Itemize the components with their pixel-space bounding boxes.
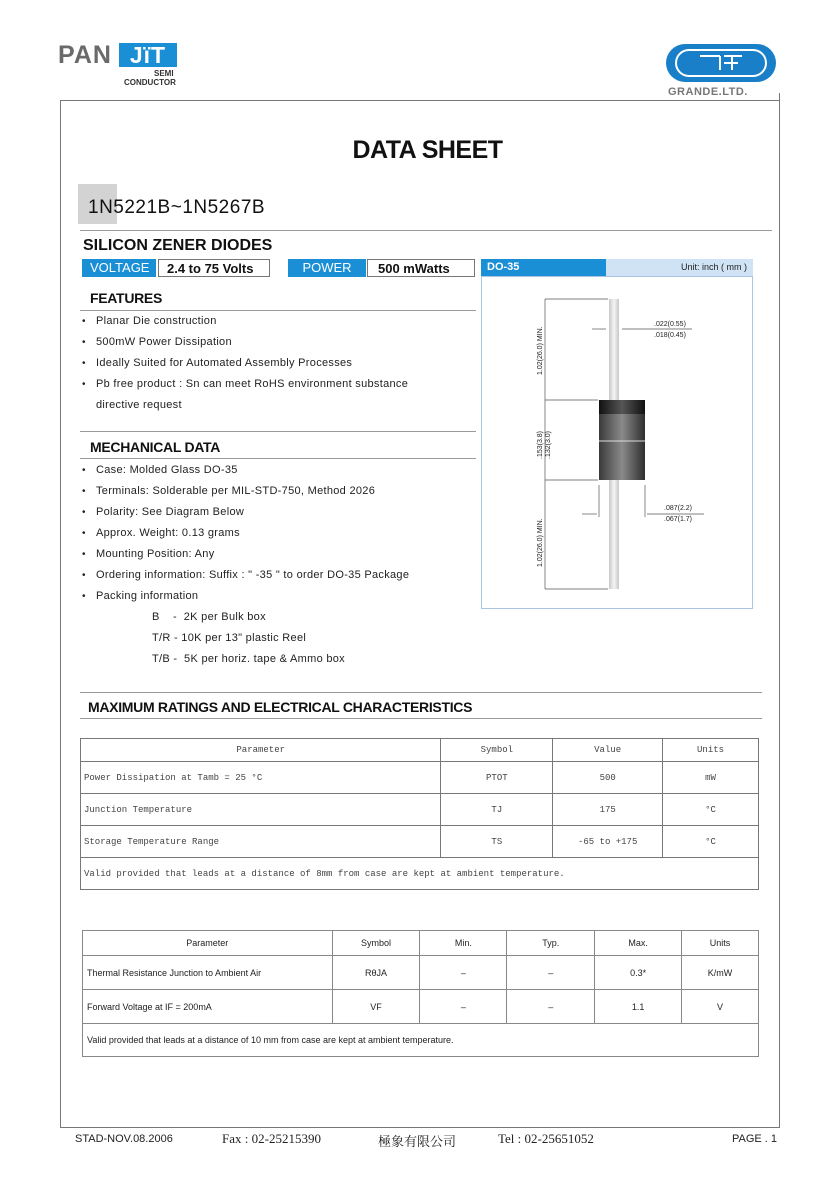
- table-note: Valid provided that leads at a distance of 8mm from case are kept at ambient temperature.: [81, 858, 759, 890]
- table-header: Symbol: [441, 739, 553, 762]
- voltage-value: 2.4 to 75 Volts: [158, 259, 270, 277]
- packing-item: T/R - 10K per 13" plastic Reel: [152, 632, 307, 644]
- mechanical-item: • Ordering information: Suffix : " -35 " to order DO-35 Package: [82, 565, 482, 586]
- features-title: FEATURES: [90, 290, 163, 306]
- divider: [80, 458, 476, 459]
- svg-text:.132(3.0): .132(3.0): [545, 430, 552, 459]
- table-cell: TJ: [441, 794, 553, 826]
- feature-item: • 500mW Power Dissipation: [82, 332, 482, 353]
- grande-name: GRANDE.LTD.: [668, 86, 748, 98]
- mechanical-list: [82, 460, 482, 607]
- table-header: Units: [663, 739, 759, 762]
- svg-text:.067(1.7): .067(1.7): [664, 516, 693, 523]
- table-cell: RθJA: [332, 956, 420, 990]
- divider: [80, 692, 762, 693]
- table-row: [81, 762, 759, 794]
- table-header: Typ.: [507, 931, 595, 956]
- page-title: DATA SHEET: [352, 136, 503, 164]
- svg-text:.153(3.8): .153(3.8): [537, 430, 544, 459]
- table-cell: 1.1: [595, 990, 682, 1024]
- svg-text:.087(2.2): .087(2.2): [664, 505, 693, 512]
- mechanical-item: • Mounting Position: Any: [82, 544, 482, 565]
- table-cell: K/mW: [682, 956, 759, 990]
- unit-label: Unit: inch ( mm ): [680, 262, 747, 272]
- packing-item: T/B - 5K per horiz. tape & Ammo box: [152, 653, 345, 665]
- table-header: Value: [553, 739, 663, 762]
- table-row: [81, 794, 759, 826]
- doc-code: STAD-NOV.08.2006: [75, 1133, 173, 1145]
- page-number: PAGE . 1: [732, 1133, 778, 1145]
- table-header: Max.: [595, 931, 682, 956]
- grande-logo: [662, 44, 782, 100]
- divider: [80, 230, 772, 231]
- feature-item: • Planar Die construction: [82, 311, 482, 332]
- divider: [80, 718, 762, 719]
- table-cell: –: [507, 956, 595, 990]
- table-row: [83, 990, 759, 1024]
- table-cell: Power Dissipation at Tamb = 25 °C: [81, 762, 441, 794]
- table-cell: -65 to +175: [553, 826, 663, 858]
- mechanical-title: MECHANICAL DATA: [90, 439, 221, 455]
- table-cell: V: [682, 990, 759, 1024]
- table-cell: –: [420, 990, 507, 1024]
- logo-jit-text: JïT: [119, 43, 177, 67]
- table-row: [83, 956, 759, 990]
- tel-number: Tel : 02-25651052: [498, 1131, 594, 1146]
- features-list: [82, 311, 482, 416]
- table-note: Valid provided that leads at a distance of 10 mm from case are kept at ambient temperature.: [83, 1024, 759, 1057]
- mechanical-item: • Packing information: [82, 586, 482, 607]
- electrical-characteristics-table: [82, 930, 759, 1057]
- gt-monogram-icon: [696, 52, 746, 72]
- table-header-row: [83, 931, 759, 956]
- grande-oval-icon: [666, 44, 776, 82]
- mechanical-item: • Approx. Weight: 0.13 grams: [82, 523, 482, 544]
- table-header-row: [81, 739, 759, 762]
- table-cell: Thermal Resistance Junction to Ambient Air: [83, 956, 333, 990]
- table-cell: Storage Temperature Range: [81, 826, 441, 858]
- diode-outline-icon: [482, 277, 752, 608]
- packing-item: B - 2K per Bulk box: [152, 611, 266, 623]
- max-ratings-table: [80, 738, 759, 890]
- table-header: Units: [682, 931, 759, 956]
- table-cell: mW: [663, 762, 759, 794]
- feature-item: • Ideally Suited for Automated Assembly Processes: [82, 353, 482, 374]
- table-cell: °C: [663, 794, 759, 826]
- mechanical-item: • Polarity: See Diagram Below: [82, 502, 482, 523]
- part-number: 1N5221B~1N5267B: [88, 197, 266, 218]
- feature-item-continued: directive request: [96, 399, 182, 411]
- svg-text:1.02(26.0) MIN.: 1.02(26.0) MIN.: [537, 518, 544, 567]
- voltage-tag: VOLTAGE: [82, 259, 156, 277]
- table-header: Parameter: [81, 739, 441, 762]
- table-cell: 175: [553, 794, 663, 826]
- table-cell: Junction Temperature: [81, 794, 441, 826]
- table-note-row: [83, 1024, 759, 1057]
- package-label: DO-35: [481, 259, 606, 276]
- svg-text:.022(0.55): .022(0.55): [654, 321, 686, 328]
- packing-list: [152, 607, 345, 670]
- product-subtitle: SILICON ZENER DIODES: [83, 237, 273, 254]
- table-cell: °C: [663, 826, 759, 858]
- table-cell: 0.3*: [595, 956, 682, 990]
- logo-pan-text: PAN: [58, 41, 112, 69]
- table-cell: –: [507, 990, 595, 1024]
- fax-number: Fax : 02-25215390: [222, 1131, 321, 1146]
- table-cell: VF: [332, 990, 420, 1024]
- logo-conductor-text: CONDUCTOR: [124, 78, 176, 87]
- table-cell: TS: [441, 826, 553, 858]
- diagram-header: [481, 259, 753, 276]
- table-cell: Forward Voltage at IF = 200mA: [83, 990, 333, 1024]
- power-value: 500 mWatts: [367, 259, 475, 277]
- logo-semi-text: SEMI: [154, 69, 174, 78]
- table-header: Min.: [420, 931, 507, 956]
- mechanical-item: • Terminals: Solderable per MIL-STD-750, Method 2026: [82, 481, 482, 502]
- do35-diagram: [481, 276, 753, 609]
- divider: [80, 431, 476, 432]
- table-header: Symbol: [332, 931, 420, 956]
- svg-text:1.02(26.0) MIN.: 1.02(26.0) MIN.: [537, 326, 544, 375]
- feature-item: • Pb free product : Sn can meet RoHS environment substance: [82, 374, 482, 395]
- table-row: [81, 826, 759, 858]
- svg-text:.018(0.45): .018(0.45): [654, 332, 686, 339]
- table-cell: –: [420, 956, 507, 990]
- table-cell: PTOT: [441, 762, 553, 794]
- mechanical-item: • Case: Molded Glass DO-35: [82, 460, 482, 481]
- table-cell: 500: [553, 762, 663, 794]
- company-name-cn: 極象有限公司: [378, 1134, 457, 1149]
- table-header: Parameter: [83, 931, 333, 956]
- ratings-title: MAXIMUM RATINGS AND ELECTRICAL CHARACTERISTICS: [88, 699, 473, 715]
- power-tag: POWER: [288, 259, 366, 277]
- table-note-row: [81, 858, 759, 890]
- panjit-logo: [58, 42, 188, 90]
